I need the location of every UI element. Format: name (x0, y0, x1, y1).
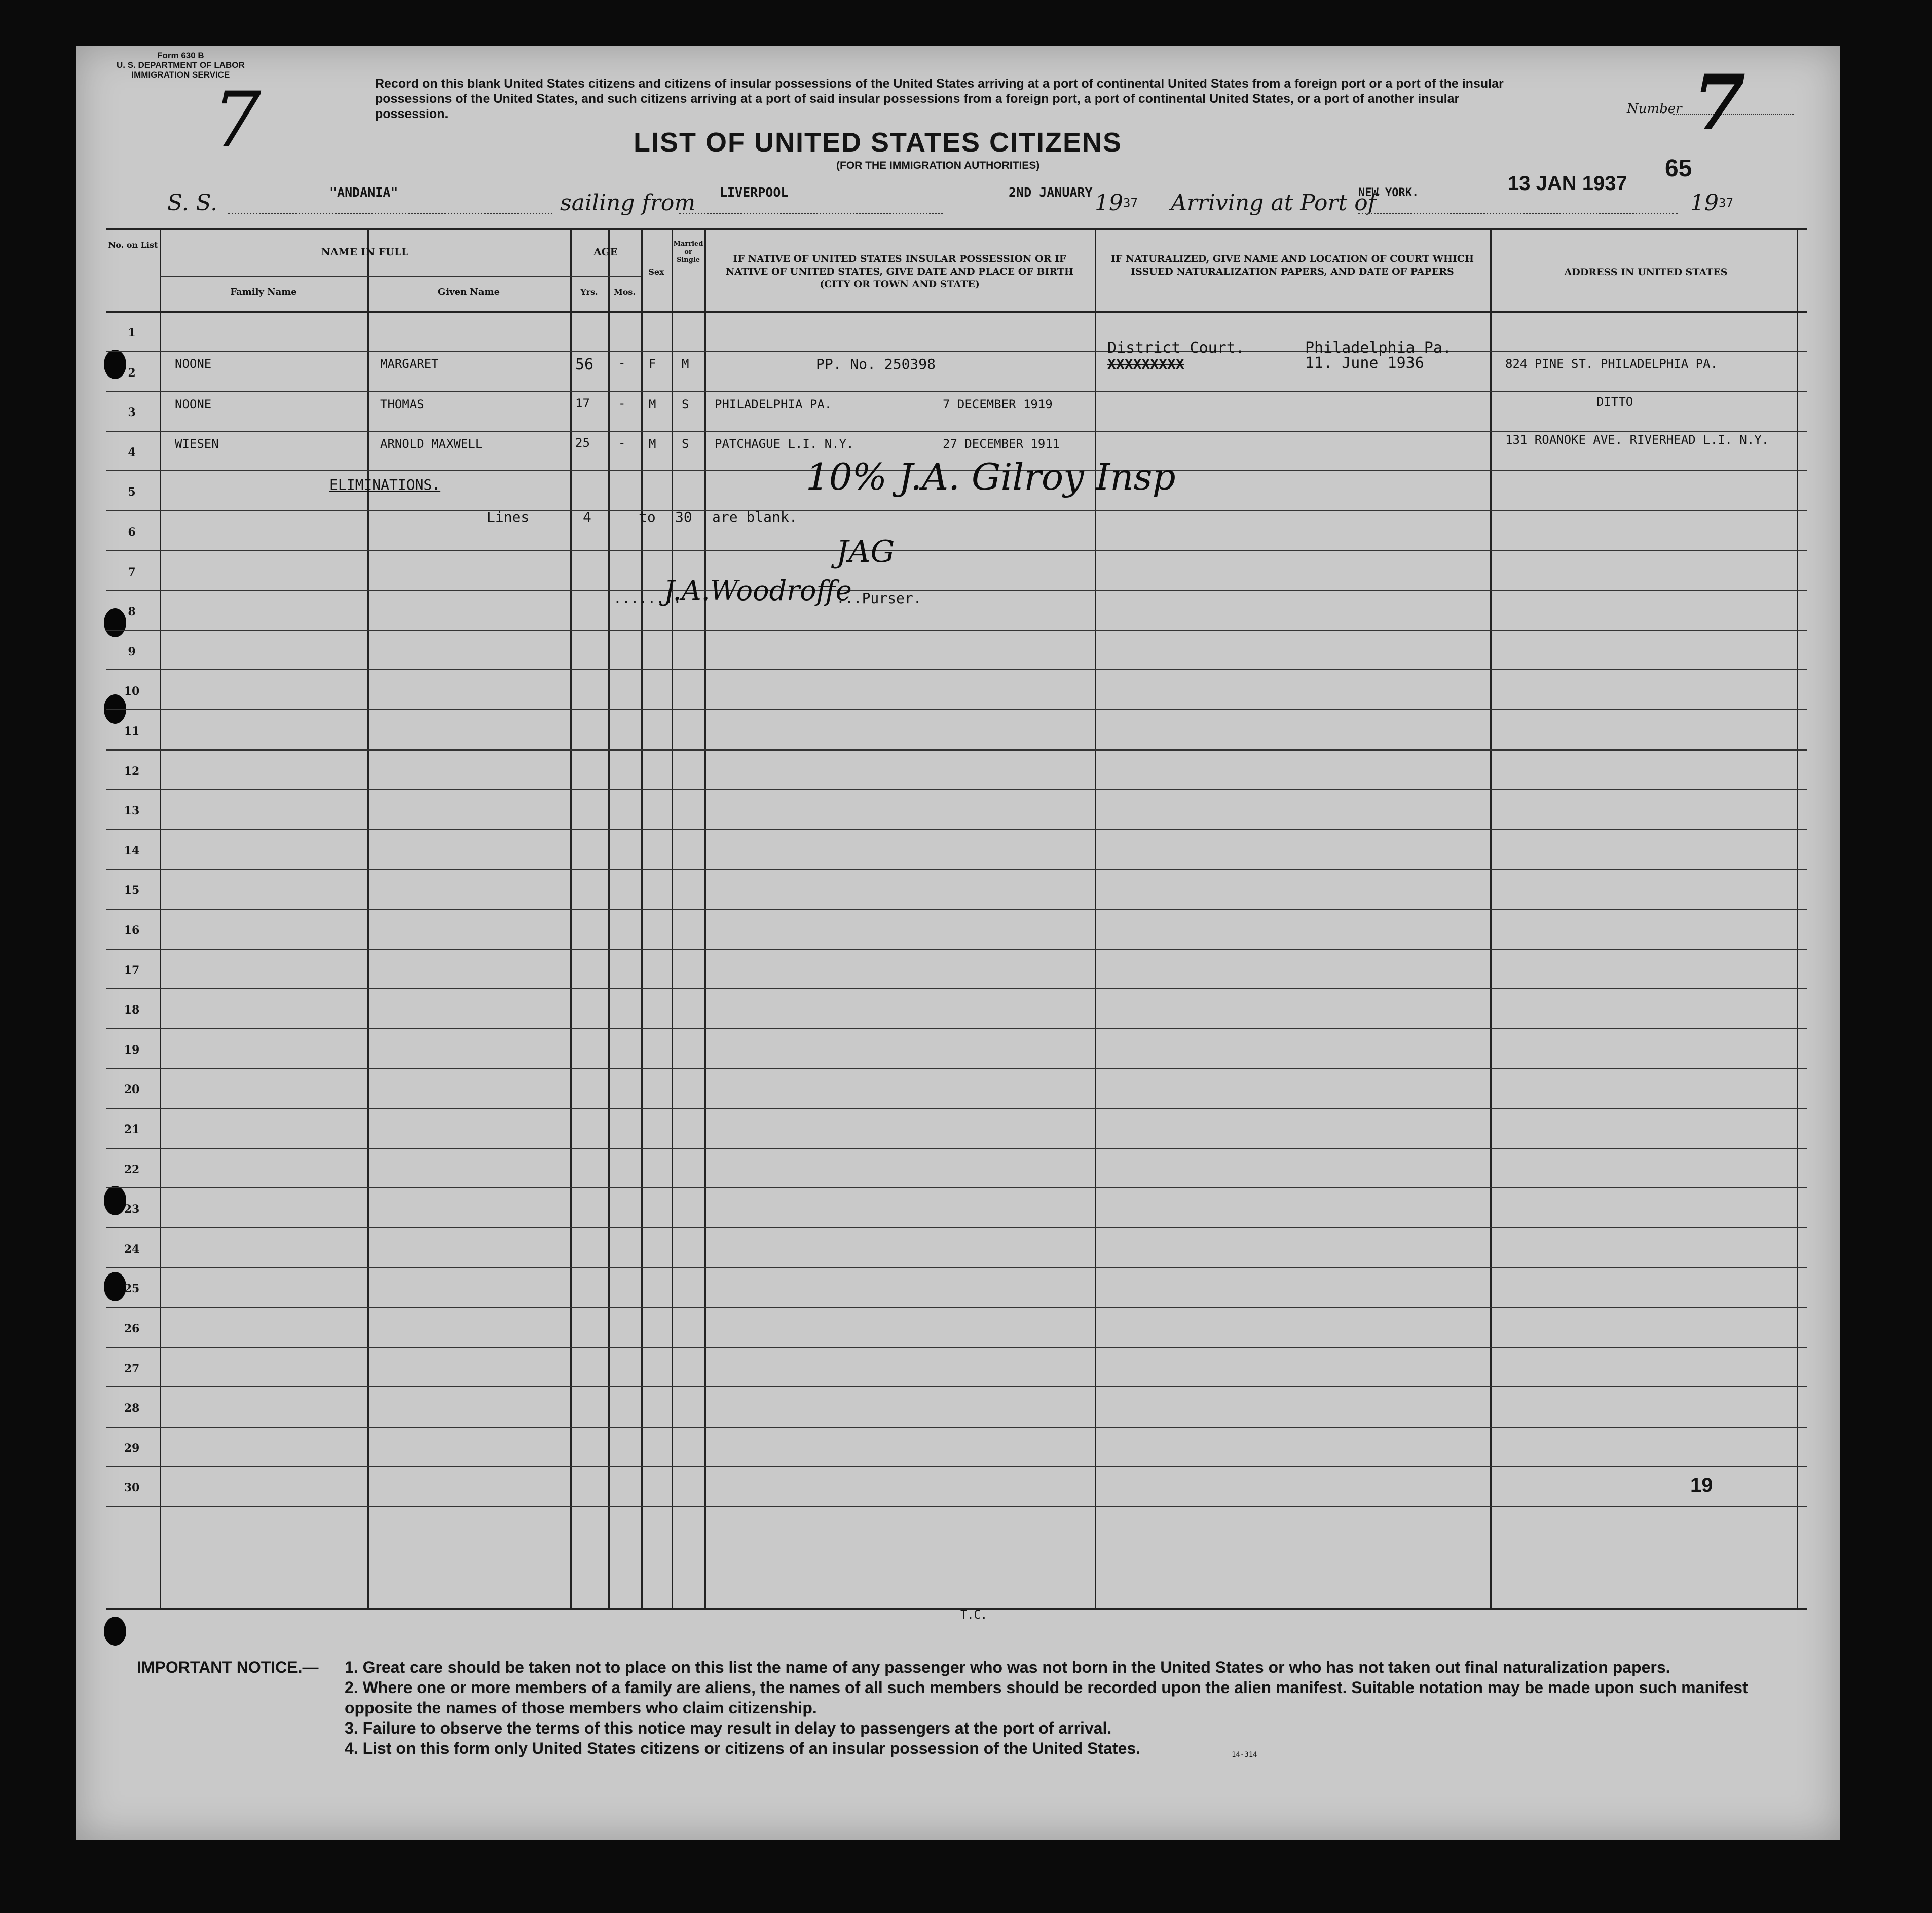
row-number: 9 (128, 645, 136, 658)
port-line (1358, 213, 1678, 214)
row-rule (106, 1506, 1807, 1507)
header-native: IF NATIVE OF UNITED STATES INSULAR POSSESSION OR IF NATIVE OF UNITED STATES, GIVE DATE AND PLACE OF BIRTH (CITY OR TOWN AND STATE) (726, 253, 1073, 290)
notice-lead: IMPORTANT NOTICE.— (137, 1658, 319, 1676)
row3-yrs: 25 (575, 436, 590, 450)
row-number: 22 (124, 1162, 140, 1176)
row-number: 10 (124, 685, 140, 698)
year-one: $19^{37}$ (1095, 190, 1138, 216)
row-rule (106, 1466, 1807, 1467)
row-rule (106, 909, 1807, 910)
row-number: 14 (124, 844, 140, 857)
row-rule (106, 829, 1807, 830)
header-given-name: Given Name (437, 287, 500, 297)
row-rule (106, 1427, 1807, 1428)
row-rule (106, 1148, 1807, 1149)
arrival-stamp: 13 JAN 1937 (1508, 172, 1627, 195)
department: U. S. DEPARTMENT OF LABOR (117, 60, 245, 70)
row-number: 12 (124, 764, 140, 778)
list-number: 7 (1693, 58, 1746, 147)
header-address: ADDRESS IN UNITED STATES (1564, 267, 1728, 278)
row3-birth-date: 27 DECEMBER 1911 (943, 437, 1060, 451)
row3-mos: - (618, 436, 626, 450)
row-number: 21 (124, 1123, 140, 1136)
row1-mos: - (618, 356, 626, 370)
row-rule (106, 949, 1807, 950)
lines-to: 30 (675, 509, 692, 526)
row-number: 19 (124, 1043, 140, 1057)
header-age: AGE (593, 246, 618, 258)
header-no-on-list: No. on List (108, 240, 158, 250)
row-number: 24 (124, 1242, 140, 1256)
row-number: 30 (124, 1481, 140, 1495)
form-number: Form 630 B (157, 51, 204, 60)
row2-given: THOMAS (380, 397, 424, 411)
row3-address: 131 ROANOKE AVE. RIVERHEAD L.I. N.Y. (1505, 433, 1769, 447)
purser-label: ...Purser. (836, 590, 922, 607)
row2-yrs: 17 (575, 396, 590, 410)
header-family-name: Family Name (230, 287, 297, 297)
row-rule (106, 630, 1807, 631)
row-rule (106, 1028, 1807, 1029)
row-number: 15 (124, 884, 140, 897)
row-number: 27 (124, 1362, 140, 1375)
col-line (160, 230, 161, 1608)
lines-from: 4 (583, 509, 591, 526)
row-number: 7 (128, 565, 136, 579)
row-rule (106, 1267, 1807, 1268)
row-rule (106, 669, 1807, 670)
header-subline (570, 276, 641, 277)
row-rule (106, 1347, 1807, 1348)
lines-tail: are blank. (712, 509, 798, 526)
stamp-page-number: 65 (1665, 155, 1692, 182)
row2-birth-date: 7 DECEMBER 1919 (943, 397, 1053, 411)
from-line (679, 213, 943, 214)
row1-court: District Court. (1107, 339, 1245, 357)
row-number: 3 (128, 406, 136, 420)
col-line (1490, 230, 1492, 1608)
number-label: Number (1627, 101, 1682, 117)
sailing-label: sailing from (560, 190, 696, 216)
header-naturalized: IF NATURALIZED, GIVE NAME AND LOCATION OF COURT WHICH ISSUED NATURALIZATION PAPERS, AND DATE OF PAPERS (1111, 253, 1474, 277)
row-rule (106, 1108, 1807, 1109)
notice-item: 1. Great care should be taken not to place on this list the name of any passenger who was not born in the United States or who has not taken out final naturalization papers. (345, 1658, 1670, 1676)
row-number: 6 (128, 526, 136, 539)
row-number: 4 (128, 445, 136, 459)
service: IMMIGRATION SERVICE (131, 70, 230, 80)
ship-name: "ANDANIA" (329, 185, 398, 200)
row-number: 5 (128, 485, 136, 499)
eliminations-label: ELIMINATIONS. (329, 476, 441, 493)
row2-address: DITTO (1596, 395, 1633, 409)
row-rule (106, 749, 1807, 751)
header-name-in-full: NAME IN FULL (321, 246, 409, 258)
page-title: LIST OF UNITED STATES CITIZENS (634, 127, 1122, 158)
col-line (672, 230, 673, 1608)
notice-item: 3. Failure to observe the terms of this notice may result in delay to passengers at the port of arrival. (345, 1719, 1112, 1737)
row1-address: 824 PINE ST. PHILADELPHIA PA. (1505, 357, 1718, 371)
manifest-table (106, 228, 1807, 1610)
row1-birth-place: PP. No. 250398 (816, 356, 936, 372)
tc-mark: T.C. (960, 1609, 987, 1622)
arriving-label: Arriving at Port of (1171, 190, 1377, 216)
row1-court-location: Philadelphia Pa. (1305, 339, 1452, 357)
col-line (367, 230, 369, 1608)
row-number: 20 (124, 1083, 140, 1097)
row-rule (106, 391, 1807, 392)
col-line (1095, 230, 1096, 1608)
row-number: 25 (124, 1282, 140, 1296)
header-married-single: Married or Single (673, 240, 703, 264)
year-two: $19^{37}$ (1690, 190, 1733, 216)
row-number: 16 (124, 924, 140, 937)
row-rule (106, 351, 1807, 352)
ship-line (228, 213, 552, 214)
row-number: 2 (128, 366, 136, 380)
header-mos: Mos. (614, 287, 636, 297)
row-number: 13 (124, 804, 140, 818)
header-bottom-line (106, 311, 1807, 313)
row-rule (106, 1386, 1807, 1387)
row-rule (106, 1187, 1807, 1188)
row3-given: ARNOLD MAXWELL (380, 437, 483, 451)
row-rule (106, 1227, 1807, 1228)
row1-court-struck: XXXXXXXXX (1107, 356, 1184, 372)
row-rule (106, 590, 1807, 591)
row-number: 29 (124, 1441, 140, 1455)
row3-family: WIESEN (175, 437, 219, 451)
row3-sex: M (649, 437, 656, 451)
row-number: 18 (124, 1003, 140, 1017)
row1-yrs: 56 (575, 356, 594, 373)
lines-to-word: to (639, 509, 656, 526)
row-rule (106, 550, 1807, 551)
row1-given: MARGARET (380, 357, 439, 371)
col-line (641, 230, 643, 1608)
row-number: 23 (124, 1203, 140, 1216)
row3-ms: S (682, 437, 689, 451)
col-line (704, 230, 706, 1608)
page-total: 19 (1690, 1474, 1713, 1496)
notice-item: 4. List on this form only United States citizens or citizens of an insular possession of the United States. (345, 1739, 1141, 1757)
lines-label: Lines (487, 509, 530, 526)
port-to: NEW YORK. (1358, 186, 1419, 199)
col-line (570, 230, 572, 1608)
row-number: 11 (124, 725, 140, 738)
row1-ms: M (682, 357, 689, 371)
header-sex: Sex (648, 267, 664, 277)
row1-sex: F (649, 357, 656, 371)
row-rule (106, 431, 1807, 432)
row2-birth-place: PHILADELPHIA PA. (715, 397, 832, 411)
row-rule (106, 869, 1807, 870)
row2-family: NOONE (175, 397, 212, 411)
col-line (608, 230, 610, 1608)
purser-signature: J.A.Woodroffe (664, 575, 852, 607)
header-note: Record on this blank United States citizens and citizens of insular possessions of the United States arriving at a port of continental United States from a foreign port or a port of the insular possessions of the United States, and such citizens arriving at a port of said insular possessions from a foreign port, a port of continental United States, or a port of another insular possession. (375, 77, 1504, 121)
row2-mos: - (618, 396, 626, 410)
sail-date: 2ND JANUARY (1009, 185, 1093, 200)
header-subline (160, 276, 570, 277)
handwritten-inspector-note: 10% J.A. Gilroy Insp (806, 456, 1176, 498)
handwritten-initials: JAG (836, 534, 895, 570)
row-rule (106, 1307, 1807, 1308)
row-number: 26 (124, 1322, 140, 1335)
row-rule (106, 1068, 1807, 1069)
row1-court-date: 11. June 1936 (1305, 354, 1424, 372)
binder-hole (104, 1617, 126, 1646)
print-code: 14-314 (1232, 1751, 1257, 1759)
row-rule (106, 988, 1807, 989)
purser-dots: ........ (613, 590, 682, 607)
row-rule (106, 709, 1807, 710)
header-yrs: Yrs. (580, 287, 598, 297)
page-subtitle: (FOR THE IMMIGRATION AUTHORITIES) (836, 160, 1040, 171)
row-number: 1 (128, 326, 136, 340)
row-number: 8 (128, 605, 136, 619)
port-from: LIVERPOOL (720, 185, 789, 200)
col-line (1797, 230, 1798, 1608)
row1-family: NOONE (175, 357, 212, 371)
form-id-block (117, 51, 245, 80)
row2-sex: M (649, 397, 656, 411)
row3-birth-place: PATCHAGUE L.I. N.Y. (715, 437, 854, 451)
row-number: 17 (124, 963, 140, 977)
row-number: 28 (124, 1402, 140, 1415)
corner-handwritten-number: 7 (213, 76, 262, 164)
row-rule (106, 789, 1807, 790)
row2-ms: S (682, 397, 689, 411)
row-rule (106, 510, 1807, 511)
ss-label: S. S. (167, 190, 218, 216)
notice-item: 2. Where one or more members of a family are aliens, the names of all such members should be recorded upon the alien manifest. Suitable notation may be made upon such manifest opposite the names of those members who claim citizenship. (345, 1678, 1748, 1717)
